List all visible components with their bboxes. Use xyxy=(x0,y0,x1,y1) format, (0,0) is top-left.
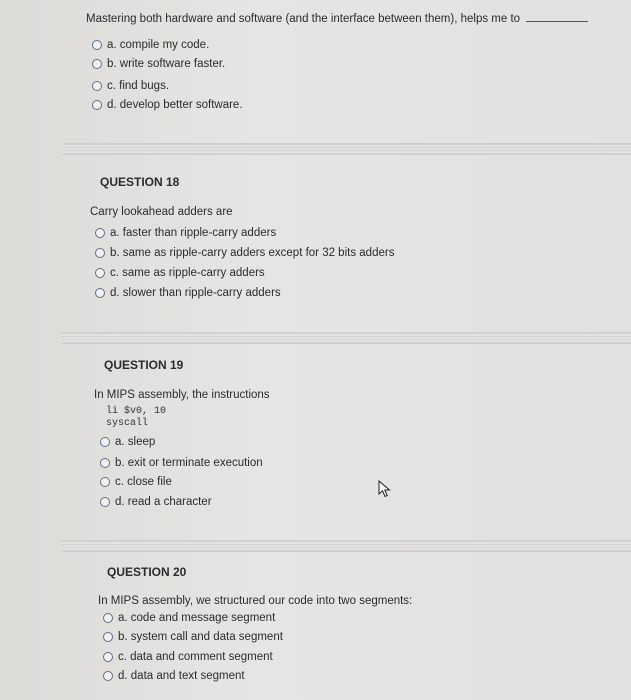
option-label: b. same as ripple-carry adders except for 32 bits adders xyxy=(110,247,395,259)
q19-option-d[interactable] xyxy=(100,496,212,508)
option-label: c. close file xyxy=(115,476,172,488)
q18-option-b[interactable] xyxy=(95,247,394,259)
question-18-prompt: Carry lookahead adders are xyxy=(90,206,233,218)
option-label: b. system call and data segment xyxy=(118,631,283,643)
question-17-prompt xyxy=(86,12,588,25)
question-separator xyxy=(62,540,631,552)
q20-option-c[interactable] xyxy=(103,651,273,663)
q17-option-b[interactable] xyxy=(92,58,225,70)
q18-option-d[interactable] xyxy=(95,287,281,299)
q20-option-a[interactable] xyxy=(103,612,275,624)
code-line-2: syscall xyxy=(106,418,149,429)
mouse-pointer-icon xyxy=(378,480,392,498)
radio-button[interactable] xyxy=(95,248,105,258)
radio-button[interactable] xyxy=(95,228,105,238)
question-20-heading: QUESTION 20 xyxy=(107,565,187,579)
option-label: d. develop better software. xyxy=(107,99,243,111)
radio-button[interactable] xyxy=(100,458,110,468)
radio-button[interactable] xyxy=(92,81,102,91)
option-label: c. same as ripple-carry adders xyxy=(110,267,265,279)
q17-option-d[interactable] xyxy=(92,99,243,111)
radio-button[interactable] xyxy=(95,268,105,278)
radio-button[interactable] xyxy=(92,40,102,50)
radio-button[interactable] xyxy=(103,613,113,623)
radio-button[interactable] xyxy=(100,477,110,487)
option-label: a. faster than ripple-carry adders xyxy=(110,227,277,239)
radio-button[interactable] xyxy=(100,437,110,447)
question-19-prompt: In MIPS assembly, the instructions xyxy=(94,389,270,401)
option-label: a. code and message segment xyxy=(118,612,276,624)
option-label: a. compile my code. xyxy=(107,39,210,51)
question-20-prompt: In MIPS assembly, we structured our code into two segments: xyxy=(98,595,413,607)
radio-button[interactable] xyxy=(95,288,105,298)
option-label: d. read a character xyxy=(115,496,212,508)
radio-button[interactable] xyxy=(92,100,102,110)
radio-button[interactable] xyxy=(100,497,110,507)
option-label: c. data and comment segment xyxy=(118,651,273,663)
q18-option-a[interactable] xyxy=(95,227,276,239)
radio-button[interactable] xyxy=(103,671,113,681)
q19-option-b[interactable] xyxy=(100,457,263,469)
question-17-prompt-text: Mastering both hardware and software (and the interface between them), helps me to xyxy=(86,13,521,25)
option-label: b. exit or terminate execution xyxy=(115,457,263,469)
q20-option-d[interactable] xyxy=(103,670,245,682)
q17-option-c[interactable] xyxy=(92,80,169,92)
option-label: c. find bugs. xyxy=(107,80,170,92)
option-label: a. sleep xyxy=(115,436,156,448)
option-label: b. write software faster. xyxy=(107,58,226,70)
question-19-heading: QUESTION 19 xyxy=(104,358,184,372)
q19-option-c[interactable] xyxy=(100,476,172,488)
radio-button[interactable] xyxy=(92,59,102,69)
option-label: d. slower than ripple-carry adders xyxy=(110,287,281,299)
answer-blank xyxy=(526,12,588,22)
radio-button[interactable] xyxy=(103,632,113,642)
code-line-1: li $v0, 10 xyxy=(106,406,167,417)
q18-option-c[interactable] xyxy=(95,267,265,279)
radio-button[interactable] xyxy=(103,652,113,662)
question-18-heading: QUESTION 18 xyxy=(100,175,180,189)
question-separator xyxy=(62,332,631,344)
option-label: d. data and text segment xyxy=(118,670,245,682)
q17-option-a[interactable] xyxy=(92,39,209,51)
q20-option-b[interactable] xyxy=(103,631,283,643)
q19-option-a[interactable] xyxy=(100,436,155,448)
question-separator xyxy=(62,143,631,155)
